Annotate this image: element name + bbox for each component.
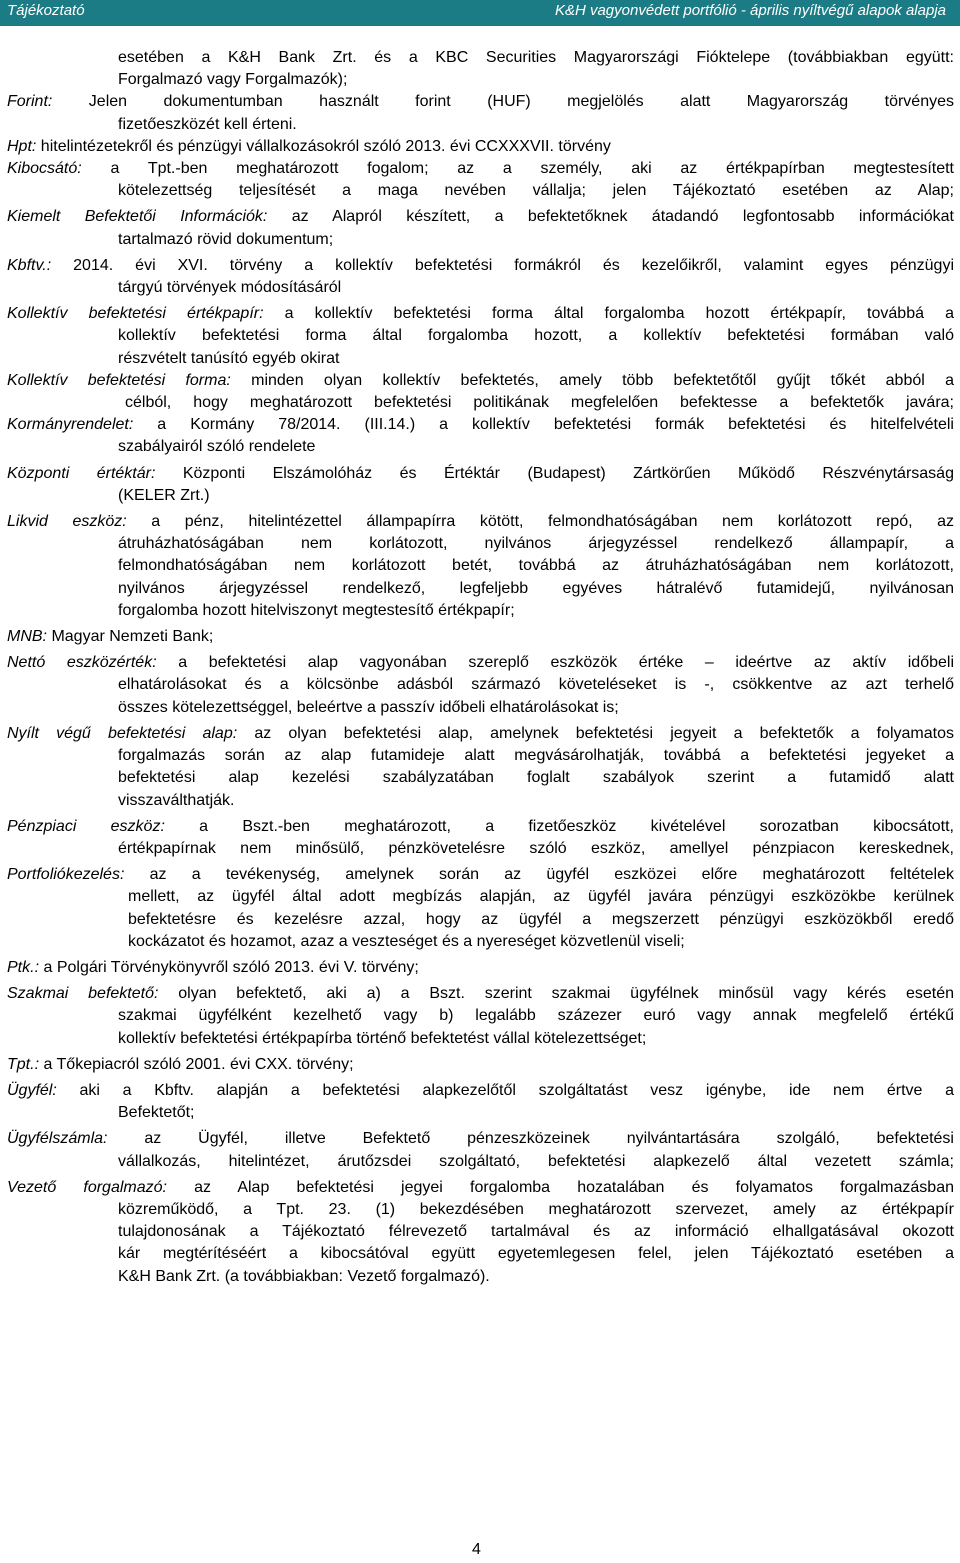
definition-continuation: kollektív befektetési forma által forgalomba hozott, a kollektív befektetési formában való bbox=[118, 327, 954, 345]
definition-term: MNB: bbox=[7, 628, 47, 646]
definition-text: Magyar Nemzeti Bank; bbox=[51, 628, 214, 646]
definition-continuation: tartalmazó rövid dokumentum; bbox=[118, 230, 334, 248]
definition-ugyfel bbox=[7, 1080, 954, 1124]
definition-continuation: mellett, az ügyfél által adott megbízás alapján, az ügyfél javára pénzügyi eszközökbe kerülnek bbox=[128, 888, 954, 906]
definition-continuation: kollektív befektetési értékpapírba történő befektetést vállal kötelezettséget; bbox=[118, 1029, 647, 1047]
definition-term: Kiemelt Befektetői Információk: bbox=[7, 208, 268, 226]
definition-continuation: befektetési alap kezelési szabályzatában foglalt szabályok szerint a futamidő alatt bbox=[118, 769, 954, 787]
definition-nyilt bbox=[7, 723, 954, 812]
definition-portfolio bbox=[7, 864, 954, 953]
definition-text: a Bszt.-ben meghatározott, a fizetőeszköz kivételével sorozatban kibocsátott, bbox=[199, 817, 955, 835]
definition-continuation: szabályairól szóló rendelete bbox=[118, 438, 316, 456]
definition-continuation: célból, hogy meghatározott befektetési politikának megfelelően befektesse a befektetők javára; bbox=[125, 394, 954, 412]
definition-text: a Tpt.-ben meghatározott fogalom; az a személy, aki az értékpapírban megtestesített bbox=[110, 160, 955, 178]
definition-text: a kollektív befektetési forma által forgalomba hozott értékpapír, továbbá a bbox=[284, 305, 954, 323]
definitions-list bbox=[7, 47, 954, 1288]
definition-continuation: fizetőeszközét kell érteni. bbox=[118, 115, 297, 133]
definition-term: Nyílt végű befektetési alap: bbox=[7, 724, 238, 742]
definition-term: Kibocsátó: bbox=[7, 160, 82, 178]
definition-continuation: K&H Bank Zrt. (a továbbiakban: Vezető forgalmazó). bbox=[118, 1267, 490, 1285]
definition-term: Ügyfél: bbox=[7, 1081, 57, 1099]
definition-kormany bbox=[7, 414, 954, 458]
definition-continuation: Forgalmazó vagy Forgalmazók); bbox=[118, 71, 348, 89]
definition-continuation: vállalkozás, hitelintézet, árutőzsdei szolgáltató, befektetési alapkezelő által vezetett számla; bbox=[118, 1152, 954, 1170]
definition-text: a befektetési alap vagyonában szereplő eszközök értéke – ideértve az aktív időbeli bbox=[178, 654, 954, 672]
definition-text: hitelintézetekről és pénzügyi vállalkozásokról szóló 2013. évi CCXXXVII. törvény bbox=[40, 137, 611, 155]
definition-text: az olyan befektetési alap, amelynek befektetési jegyeit a befektetők a folyamatos bbox=[254, 724, 955, 742]
definition-text: Központi Elszámolóház és Értéktár (Budapest) Zártkörűen Működő Részvénytársaság bbox=[182, 464, 954, 482]
definition-continuation: szakmai ügyfélként kezelhető vagy b) legalább százezer euró vagy annak megfelelő értékű bbox=[118, 1007, 954, 1025]
definition-continuation: forgalmazás során az alap futamideje alatt megvásárolhatják, továbbá a befektetési jegyeket a bbox=[118, 747, 954, 765]
definition-text: az Ügyfél, illetve Befektető pénzeszközeinek nyilvántartására szolgáló, befektetési bbox=[144, 1130, 954, 1148]
definition-vezeto bbox=[7, 1177, 954, 1288]
definition-continuation: értékpapírnak nem minősülő, pénzkövetelésre szóló eszköz, amellyel pénzpiacon kereskednek, bbox=[118, 839, 954, 857]
definition-term: Központi értéktár: bbox=[7, 464, 156, 482]
definition-hpt bbox=[7, 136, 954, 158]
definition-continuation: kockázatot és hozamot, azaz a veszteséget és a nyereséget közvetlenül viseli; bbox=[128, 932, 685, 950]
definition-continuation: részvételt tanúsító egyéb okirat bbox=[118, 349, 340, 367]
definition-continuation: kár megtérítéséért a kibocsátóval együtt egyetemlegesen felel, jelen Tájékoztató esetében a bbox=[118, 1245, 954, 1263]
definition-continuation: összes kötelezettséggel, beleértve a passzív időbeli elhatárolásokat is; bbox=[118, 698, 619, 716]
definition-continuation: elhatárolásokat és a kölcsönbe adásból származó követeléseket is -, csökkentve az azt terhelő bbox=[118, 676, 954, 694]
definition-text: minden olyan kollektív befektetés, amely több befektetőtől gyűjt tőkét abból a bbox=[251, 371, 955, 389]
header-fund-name: K&H vagyonvédett portfólió - április nyíltvégű alapok alapja bbox=[554, 2, 946, 19]
definition-term: Kbftv.: bbox=[7, 256, 52, 274]
definition-term: Tpt.: bbox=[7, 1055, 40, 1073]
definition-continuation: Befektetőt; bbox=[118, 1104, 195, 1122]
definition-term: Nettó eszközérték: bbox=[7, 654, 157, 672]
definition-term: Hpt: bbox=[7, 137, 37, 155]
definition-penzpiaci bbox=[7, 816, 954, 860]
definition-continuation: visszaválthatják. bbox=[118, 791, 235, 809]
definition-continuation: átruházhatóságában nem korlátozott, nyilvános árjegyzéssel rendelkező állampapír, a bbox=[118, 535, 954, 553]
definition-szakmai bbox=[7, 983, 954, 1050]
definition-tpt bbox=[7, 1054, 954, 1076]
definition-kibocsato bbox=[7, 158, 954, 202]
definition-continuation: tárgyú törvények módosításáról bbox=[118, 279, 342, 297]
definition-keler bbox=[7, 463, 954, 507]
definition-term: Forint: bbox=[7, 93, 53, 111]
definition-mnb bbox=[7, 626, 954, 648]
definition-term: Pénzpiaci eszköz: bbox=[7, 817, 165, 835]
definition-continuation: (KELER Zrt.) bbox=[118, 486, 210, 504]
definition-text: olyan befektető, aki a) a Bszt. szerint szakmai ügyfélnek minősül vagy kérés esetén bbox=[178, 985, 954, 1003]
definition-term: Kollektív befektetési forma: bbox=[7, 371, 231, 389]
definition-netto bbox=[7, 652, 954, 719]
definition-continuation: felmondhatóságában nem korlátozott betét, továbbá az átruházhatóságában nem korlátozott, bbox=[118, 557, 954, 575]
definition-term: Kollektív befektetési értékpapír: bbox=[7, 305, 264, 323]
definition-continuation: befektetésre és kezelésre azzal, hogy az ügyfél a megszerzett pénzügyi eszközökből eredő bbox=[128, 910, 954, 928]
definition-term: Szakmai befektető: bbox=[7, 985, 159, 1003]
definition-kiemelt bbox=[7, 206, 954, 250]
definition-term: Vezető forgalmazó: bbox=[7, 1178, 167, 1196]
definition-continuation: kötelezettség teljesítését a maga nevében vállalja; jelen Tájékoztató esetében az Alap; bbox=[118, 182, 954, 200]
definition-text: az Alap befektetési jegyei forgalomba hozatalában és folyamatos forgalmazásban bbox=[194, 1178, 955, 1196]
definition-kbftv bbox=[7, 255, 954, 299]
definition-text: a Kormány 78/2014. (III.14.) a kollektív befektetési formák befektetési és hitelfelvételi bbox=[157, 416, 954, 434]
definition-cont bbox=[7, 47, 954, 91]
definition-text: Jelen dokumentumban használt forint (HUF) megjelölés alatt Magyarország törvényes bbox=[88, 93, 954, 111]
definition-term: Likvid eszköz: bbox=[7, 513, 127, 531]
definition-kollforma bbox=[7, 370, 954, 414]
definition-continuation: nyilvános árjegyzéssel rendelkező, legfeljebb egyéves hátralévő futamidejű, nyilvánosan bbox=[118, 579, 954, 597]
header-document-type: Tájékoztató bbox=[7, 2, 85, 19]
definition-text: 2014. évi XVI. törvény a kollektív befektetési formákról és kezelőikről, valamint egyes pénzügyi bbox=[73, 256, 955, 274]
definition-term: Kormányrendelet: bbox=[7, 416, 134, 434]
definition-ugyfelszamla bbox=[7, 1128, 954, 1172]
page-number: 4 bbox=[472, 1541, 481, 1558]
definition-text: a pénz, hitelintézettel állampapírra kötött, felmondhatóságában nem korlátozott repó, az bbox=[151, 513, 955, 531]
definition-term: Ptk.: bbox=[7, 958, 40, 976]
definition-text: az Alapról készített, a befektetőknek átadandó legfontosabb információkat bbox=[291, 208, 955, 226]
definition-forint bbox=[7, 91, 954, 135]
definition-text: az a tevékenység, amelynek során az ügyfél eszközei előre meghatározott feltételek bbox=[149, 866, 954, 884]
definition-text: a Tőkepiacról szóló 2001. évi CXX. törvény; bbox=[43, 1055, 354, 1073]
definition-term: Ügyfélszámla: bbox=[7, 1130, 108, 1148]
definition-likvid bbox=[7, 511, 954, 622]
definition-text: a Polgári Törvénykönyvről szóló 2013. évi V. törvény; bbox=[43, 958, 419, 976]
definition-continuation: esetében a K&H Bank Zrt. és a KBC Securities Magyarországi Fióktelepe (továbbiakban együtt: bbox=[118, 49, 954, 66]
definition-continuation: tulajdonosának a Tájékoztató félrevezető tartalmával és az információ elhallgatásával okozott bbox=[118, 1223, 954, 1241]
definition-continuation: közreműködő, a Tpt. 23. (1) bekezdésében meghatározott szervezet, amely az értékpapír bbox=[118, 1200, 954, 1218]
definition-continuation: forgalomba hozott hitelviszonyt megtestesítő értékpapír; bbox=[118, 601, 515, 619]
running-header bbox=[0, 0, 960, 26]
definition-ptk bbox=[7, 957, 954, 979]
definition-kollertekpapir bbox=[7, 303, 954, 370]
definition-text: aki a Kbftv. alapján a befektetési alapkezelőtől szolgáltatást vesz igénybe, ide nem értve a bbox=[79, 1081, 954, 1099]
definition-term: Portfoliókezelés: bbox=[7, 866, 125, 884]
